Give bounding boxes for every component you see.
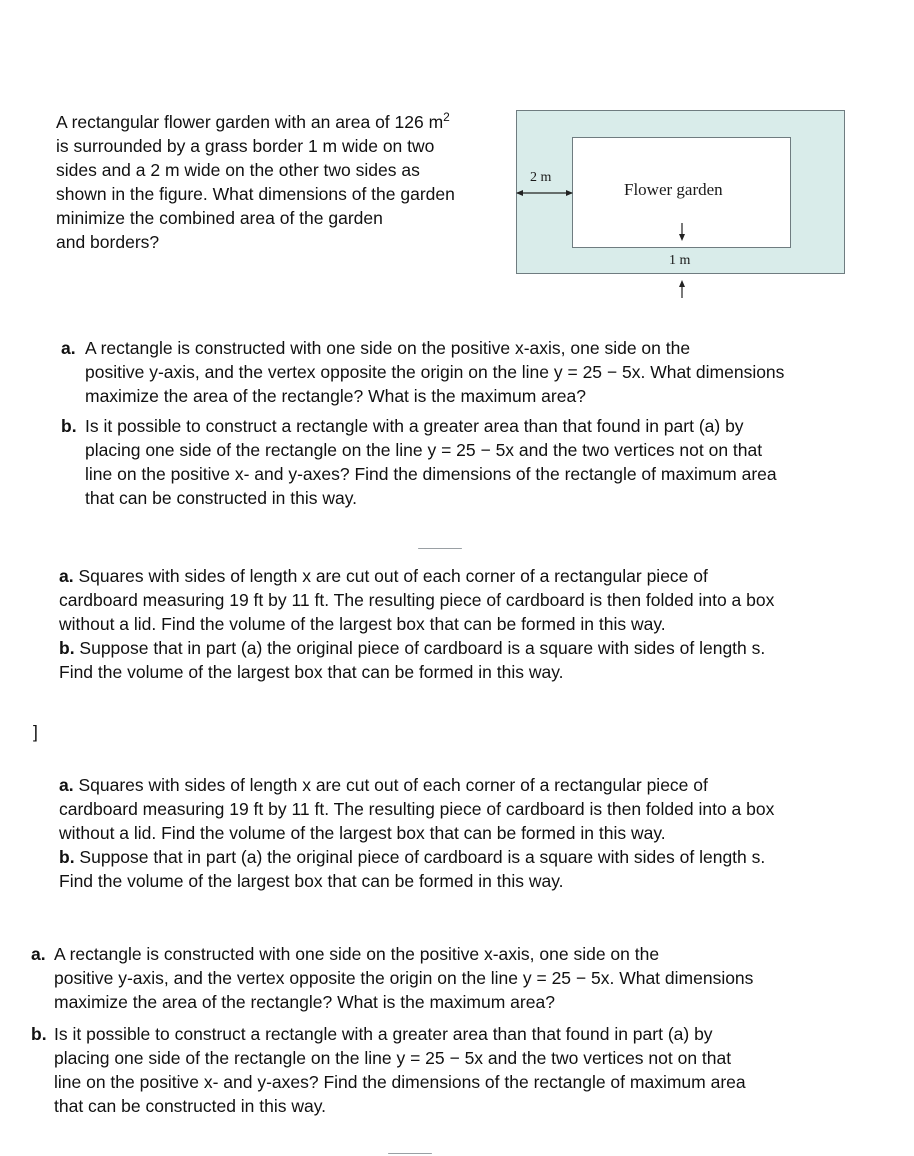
- part-b-line: Is it possible to construct a rectangle with a greater area than that found in part (a) by: [54, 1024, 713, 1044]
- part-a-label: a.: [31, 944, 46, 964]
- garden-line: minimize the combined area of the garden: [56, 208, 383, 228]
- part-b-label: b.: [31, 1024, 47, 1044]
- part-a-label: a.: [61, 338, 76, 358]
- part-a-line: without a lid. Find the volume of the largest box that can be formed in this way.: [59, 614, 666, 634]
- part-b-line: placing one side of the rectangle on the line y = 25 − 5x and the two vertices not on that: [54, 1048, 732, 1068]
- garden-line: shown in the figure. What dimensions of the garden: [56, 184, 455, 204]
- part-a-line: maximize the area of the rectangle? What is the maximum area?: [85, 386, 586, 406]
- part-b-label: b.: [61, 416, 77, 436]
- part-a-line: a. Squares with sides of length x are cut out of each corner of a rectangular piece of: [59, 566, 708, 586]
- garden-line: A rectangular flower garden with an area of 126 $m^2$: [56, 110, 450, 132]
- part-b: [61, 414, 784, 510]
- divider: [418, 548, 462, 549]
- garden-line: is surrounded by a grass border 1 m wide on two: [56, 136, 435, 156]
- part-a-line: positive y-axis, and the vertex opposite the origin on the line y = 25 − 5x. What dimensions: [85, 362, 785, 382]
- part-b-line: line on the positive x- and y-axes? Find the dimensions of the rectangle of maximum area: [85, 464, 777, 484]
- part-b-line: b. Suppose that in part (a) the original piece of cardboard is a square with sides of length s.: [59, 847, 766, 867]
- part-a-line: without a lid. Find the volume of the largest box that can be formed in this way.: [59, 823, 666, 843]
- part-b-line: that can be constructed in this way.: [85, 488, 358, 508]
- part-a-line: cardboard measuring 19 ft by 11 ft. The resulting piece of cardboard is then folded into a box: [59, 590, 775, 610]
- divider: [388, 1153, 432, 1154]
- part-a-line: maximize the area of the rectangle? What is the maximum area?: [54, 992, 555, 1012]
- exponent: 2: [443, 110, 450, 124]
- part-a-line: a. Squares with sides of length x are cut out of each corner of a rectangular piece of: [59, 775, 708, 795]
- part-a-line: cardboard measuring 19 ft by 11 ft. The resulting piece of cardboard is then folded into a box: [59, 799, 775, 819]
- bottom-dimension-label: 1 m: [669, 253, 691, 268]
- garden-line: sides and a 2 m wide on the other two sides as: [56, 160, 420, 180]
- part-a: [31, 942, 753, 1014]
- part-b-line: b. Suppose that in part (a) the original piece of cardboard is a square with sides of length s.: [59, 638, 766, 658]
- part-b-label: b.: [59, 847, 75, 867]
- garden-line: and borders?: [56, 232, 160, 252]
- left-dimension-arrow-icon: [514, 186, 576, 200]
- part-b: [31, 1022, 753, 1118]
- part-b-line: line on the positive x- and y-axes? Find the dimensions of the rectangle of maximum area: [54, 1072, 746, 1092]
- rectangle-problem-2: [31, 942, 753, 1118]
- down-arrow-icon: [675, 221, 689, 243]
- part-a: [61, 336, 784, 408]
- rectangle-problem-1: [61, 336, 784, 510]
- part-b-line: Find the volume of the largest box that can be formed in this way.: [59, 871, 564, 891]
- part-b-line: Find the volume of the largest box that can be formed in this way.: [59, 662, 564, 682]
- part-b-line: placing one side of the rectangle on the line y = 25 − 5x and the two vertices not on that: [85, 440, 763, 460]
- flower-garden-label: Flower garden: [624, 180, 723, 199]
- up-arrow-icon: [675, 278, 689, 300]
- part-b-line: Is it possible to construct a rectangle with a greater area than that found in part (a) by: [85, 416, 744, 436]
- box-problem-1: [59, 564, 774, 684]
- part-a-label: a.: [59, 775, 74, 795]
- part-b-label: b.: [59, 638, 75, 658]
- part-a-line: A rectangle is constructed with one side on the positive x-axis, one side on the: [85, 338, 691, 358]
- garden-problem-text: [56, 110, 455, 254]
- part-a-line: A rectangle is constructed with one side on the positive x-axis, one side on the: [54, 944, 660, 964]
- box-problem-2: [59, 773, 774, 893]
- part-a-label: a.: [59, 566, 74, 586]
- left-dimension-label: 2 m: [530, 170, 552, 185]
- part-a-line: positive y-axis, and the vertex opposite the origin on the line y = 25 − 5x. What dimensions: [54, 968, 754, 988]
- part-b-line: that can be constructed in this way.: [54, 1096, 327, 1116]
- stray-bracket: ]: [33, 722, 38, 742]
